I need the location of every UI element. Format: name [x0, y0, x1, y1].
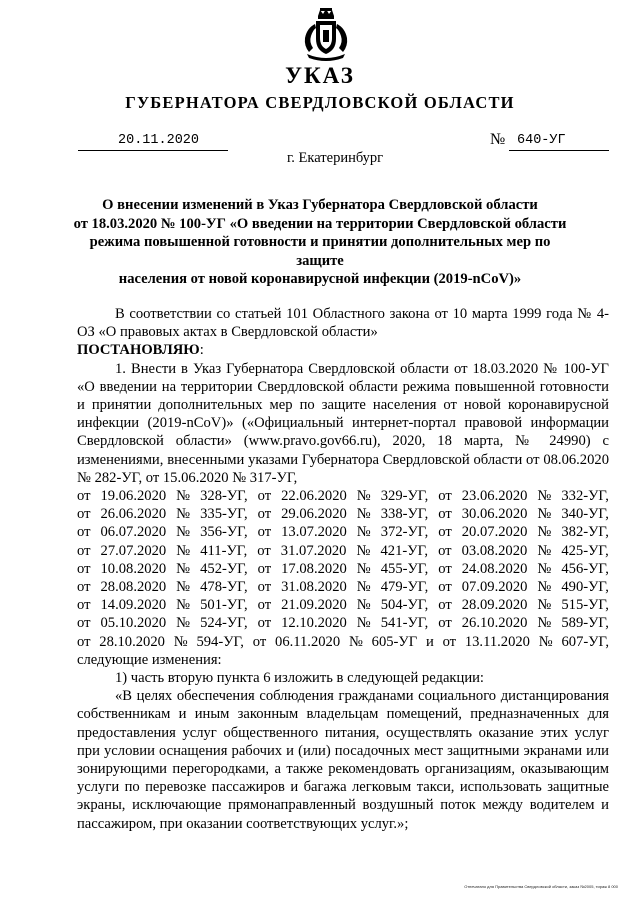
- amendment-row: от 14.09.2020 № 501-УГ, от 21.09.2020 № 504-УГ, от 28.09.2020 № 515-УГ,: [77, 597, 609, 614]
- heading-line: режима повышенной готовности и принятии дополнительных мер по защите: [89, 234, 551, 269]
- document-body: [77, 305, 609, 833]
- print-note: Отпечатано для Правительства Свердловской области, заказ №2005, тираж 8 000: [464, 884, 618, 889]
- intro-paragraph: В соответствии со статьей 101 Областного закона от 10 марта 1999 года № 4-ОЗ «О правовых актах в Свердловской области»: [77, 306, 609, 341]
- document-city: г. Екатеринбург: [287, 150, 384, 166]
- heading-line: О внесении изменений в Указ Губернатора Свердловской области: [102, 197, 538, 213]
- amendment-row: от 06.07.2020 № 356-УГ, от 13.07.2020 № 372-УГ, от 20.07.2020 № 382-УГ,: [77, 524, 609, 541]
- document-number: 640-УГ: [509, 133, 609, 151]
- document-title: УКАЗ: [285, 63, 355, 88]
- quoted-text: «В целях обеспечения соблюдения гражданами социального дистанцирования собственникам и иным законным владельцам помещений, предназначенных для предоставления услуг общественного питания, осуществлять оказание этих услуг при условии оснащения рабочих и (или) посадочных мест защитными экранами или зонирующими перегородками, а также рекомендовать организациям, оказывающим услуги по перевозке пассажиров и багажа легковым такси, использовать защитные экраны, исключающие прямонаправленный воздушный поток между водителем и пассажиром, при оказании соответствующих услуг.»;: [77, 688, 609, 832]
- heading-line: от 18.03.2020 № 100-УГ «О введении на территории Свердловской области: [73, 215, 567, 232]
- amendment-row: от 26.06.2020 № 335-УГ, от 29.06.2020 № 338-УГ, от 30.06.2020 № 340-УГ,: [77, 506, 609, 523]
- item-1-tail: следующие изменения:: [77, 651, 222, 668]
- decree-word: ПОСТАНОВЛЯЮ: [77, 342, 200, 359]
- decree-colon: :: [199, 342, 204, 359]
- item-1-paragraph: 1. Внести в Указ Губернатора Свердловской области от 18.03.2020 № 100-УГ «О введении на территории Свердловской области режима повышенной готовности и принятии дополнительных мер по защите населения от новой коронавирусной инфекции (2019-nCoV)» («Официальный интернет-портал правовой информации Свердловской области» (www.pravo.gov66.ru), 2020, 18 марта, № 24990) с изменениями, внесенными указами Губернатора Свердловской области от 08.06.2020 № 282-УГ, от 15.06.2020 № 317-УГ,: [77, 360, 609, 486]
- amendment-row: от 10.08.2020 № 452-УГ, от 17.08.2020 № 455-УГ, от 24.08.2020 № 456-УГ,: [77, 560, 609, 577]
- amendment-row: от 05.10.2020 № 524-УГ, от 12.10.2020 № 541-УГ, от 26.10.2020 № 589-УГ,: [77, 615, 609, 632]
- subitem-1: 1) часть вторую пункта 6 изложить в следующей редакции:: [115, 669, 484, 686]
- amendment-row: от 28.08.2020 № 478-УГ, от 31.08.2020 № 479-УГ, от 07.09.2020 № 490-УГ,: [77, 578, 609, 595]
- document-date: 20.11.2020: [78, 133, 228, 151]
- document-subtitle: ГУБЕРНАТОРА СВЕРДЛОВСКОЙ ОБЛАСТИ: [125, 93, 515, 112]
- amendment-list: [77, 487, 609, 651]
- coat-of-arms-icon: [301, 6, 351, 64]
- amendment-row: от 27.07.2020 № 411-УГ, от 31.07.2020 № 421-УГ, от 03.08.2020 № 425-УГ,: [77, 542, 609, 559]
- decree-word-line: [77, 341, 609, 359]
- number-label: №: [490, 131, 506, 148]
- amendment-row: от 19.06.2020 № 328-УГ, от 22.06.2020 № 329-УГ, от 23.06.2020 № 332-УГ,: [77, 488, 609, 505]
- document-heading: [70, 196, 570, 289]
- heading-line: населения от новой коронавирусной инфекции (2019-nCoV)»: [118, 271, 522, 287]
- amendment-row: от 28.10.2020 № 594-УГ, от 06.11.2020 № 605-УГ и от 13.11.2020 № 607-УГ,: [77, 633, 609, 650]
